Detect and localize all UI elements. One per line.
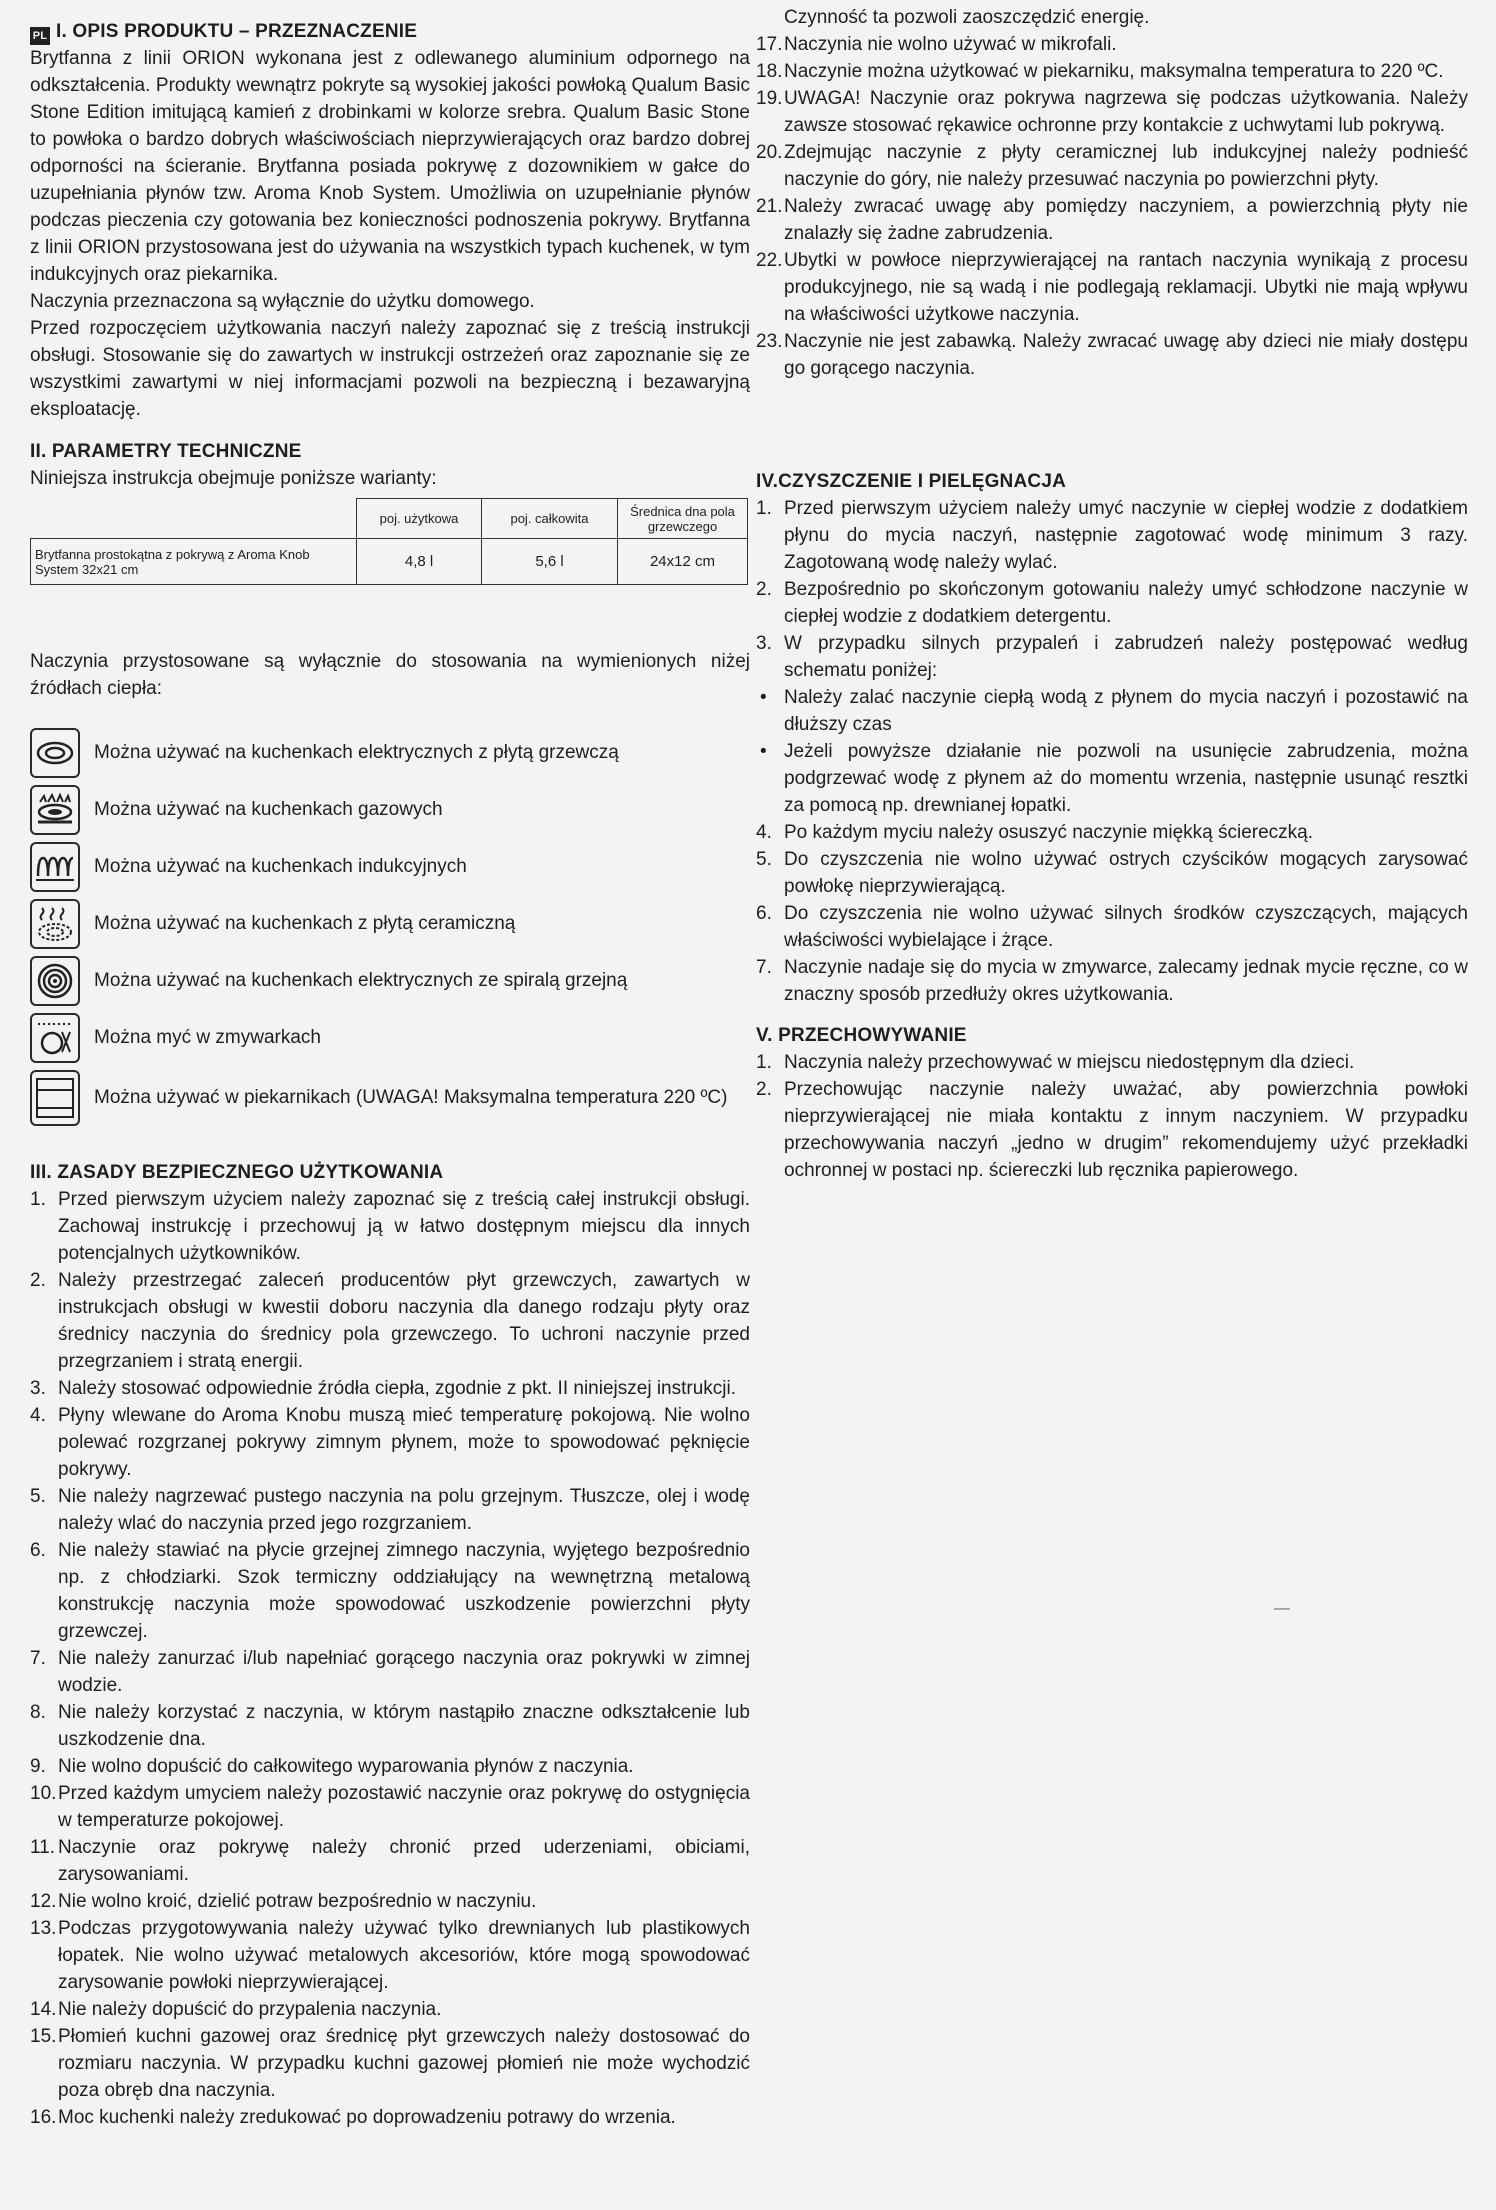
params-intro: Niniejsza instrukcja obejmuje poniższe warianty:: [30, 468, 437, 489]
list-item-text: Nie należy korzystać z naczynia, w którym nastąpiło znaczne odkształcenie lub uszkodzenie dna.: [58, 1702, 750, 1750]
list-item-number: 3.: [756, 633, 772, 654]
list-item-text: Naczynie nie jest zabawką. Należy zwracać uwagę aby dzieci nie miały dostępu go gorącego naczynia.: [784, 331, 1468, 379]
list-item-number: 20.: [756, 142, 783, 163]
heat-source-item: [30, 728, 619, 778]
list-item-text: Nie wolno kroić, dzielić potraw bezpośrednio w naczyniu.: [58, 1891, 537, 1912]
safety-list-continued: [756, 31, 1468, 382]
table-header-row: [31, 499, 748, 539]
list-item-text: Zdejmując naczynie z płyty ceramicznej lub indukcyjnej należy podnieść naczynie do góry, nie należy przesuwać naczynia po powierzchni płyty.: [784, 142, 1468, 190]
heat-source-item: [30, 1070, 734, 1126]
section-safety: [30, 1159, 750, 2131]
list-item-text: Naczynie nadaje się do mycia w zmywarce, zalecamy jednak mycie ręczne, co w znaczny sposób przedłuży okres użytkowania.: [784, 957, 1468, 1005]
list-item-number: 21.: [756, 196, 783, 217]
list-item-text: Bezpośrednio po skończonym gotowaniu należy umyć schłodzone naczynie w ciepłej wodzie z dodatkiem detergentu.: [784, 579, 1468, 627]
section-storage: [756, 1022, 1468, 1184]
list-item: [756, 139, 1468, 193]
list-item-text: Przechowując naczynie należy uważać, aby powierzchnia powłoki nieprzywierającej nie miała kontaktu z innym naczyniem. W przypadku przechowywania naczyń „jedno w drugim” rekomendujemy użyć przekładki ochronnej w postaci np. ściereczki lub ręcznika papierowego.: [784, 1079, 1468, 1181]
list-item-text: Należy zwracać uwagę aby pomiędzy naczyniem, a powierzchnią płyty nie znalazły się żadne zabrudzenia.: [784, 196, 1468, 244]
bullet-item: • Należy zalać naczynie ciepłą wodą z płynem do mycia naczyń i pozostawić na dłuższy czas: [756, 684, 1468, 738]
bullet-item: • Jeżeli powyższe działanie nie pozwoli na usunięcie zabrudzenia, można podgrzewać wodę z płynem aż do momentu wrzenia, następnie usunąć resztki za pomocą np. drewnianej łopatki.: [756, 738, 1468, 819]
list-item-number: 4.: [30, 1405, 46, 1426]
table-header: Średnica dna pola grzewczego: [618, 499, 748, 539]
list-item-text: UWAGA! Naczynie oraz pokrywa nagrzewa się podczas użytkowania. Należy zawsze stosować rękawice ochronne przy kontakcie z uchwytami lub pokrywą.: [784, 88, 1468, 136]
heat-sources-intro-block: [30, 648, 750, 702]
list-item-text: Nie należy nagrzewać pustego naczynia na polu grzejnym. Tłuszcze, olej i wodę należy wlać do naczynia przed jego rozgrzaniem.: [58, 1486, 750, 1534]
description-paragraph: Naczynia przeznaczona są wyłącznie do użytku domowego.: [30, 291, 535, 312]
heat-source-item: [30, 842, 467, 892]
list-item: [756, 1049, 1468, 1076]
list-item-text: Naczynie można użytkować w piekarniku, maksymalna temperatura to 220 ºC.: [784, 61, 1444, 82]
list-item: [756, 58, 1468, 85]
list-item-text: Naczynia należy przechowywać w miejscu niedostępnym dla dzieci.: [784, 1052, 1355, 1073]
list-item: [30, 1267, 750, 1375]
list-item-text: W przypadku silnych przypaleń i zabrudzeń należy postępować według schematu poniżej:: [784, 633, 1468, 681]
gas-burner-icon: [30, 785, 80, 835]
list-item: [30, 1537, 750, 1645]
electric-hotplate-icon: [30, 728, 80, 778]
heat-sources-intro: Naczynia przystosowane są wyłącznie do stosowania na wymienionych niżej źródłach ciepła:: [30, 651, 750, 699]
list-item-text: Nie wolno dopuścić do całkowitego wyparowania płynów z naczynia.: [58, 1756, 634, 1777]
list-item-number: 2.: [756, 579, 772, 600]
cleaning-bullets: [756, 684, 1468, 819]
list-item: [30, 1645, 750, 1699]
description-paragraph: Brytfanna z linii ORION wykonana jest z odlewanego aluminium odpornego na odkształcenia. Produkty wewnątrz pokryte są wysokiej jakości powłoką Qualum Basic Stone Edition imitującą kamień z drobinkami w kolorze srebra. Qualum Basic Stone to powłoka o bardzo dobrych właściwościach nieprzywierających oraz bardzo dobrej odporności na ścieranie. Brytfanna posiada pokrywę z dozownikiem w gałce do uzupełniania płynów tzw. Aroma Knob System. Umożliwia on uzupełnianie płynów podczas pieczenia czy gotowania bez konieczności podnoszenia pokrywy. Brytfanna z linii ORION przystosowana jest do używania na wszystkich typach kuchenek, w tym indukcyjnych oraz piekarnika.: [30, 48, 750, 285]
section-cleaning: [756, 468, 1468, 1008]
list-item-text: Do czyszczenia nie wolno używać ostrych czyścików mogących zarysować powłokę nieprzywierającą.: [784, 849, 1468, 897]
list-item-text: Naczynie oraz pokrywę należy chronić przed uderzeniami, obiciami, zarysowaniami.: [58, 1837, 750, 1885]
list-item: [756, 247, 1468, 328]
list-item-number: 13.: [30, 1918, 57, 1939]
heat-source-item: [30, 956, 627, 1006]
section-technical-params: [30, 438, 750, 492]
list-item-number: 2.: [30, 1270, 46, 1291]
list-item: [30, 1483, 750, 1537]
heat-source-label: Można używać na kuchenkach gazowych: [94, 799, 443, 820]
list-item-number: 7.: [30, 1648, 46, 1669]
ceramic-hob-icon: [30, 899, 80, 949]
induction-coil-icon: [30, 842, 80, 892]
list-item: [30, 1834, 750, 1888]
list-item: [30, 1699, 750, 1753]
list-item-number: 22.: [756, 250, 783, 271]
section-description: [30, 18, 750, 423]
list-item: [30, 1402, 750, 1483]
cleaning-list: [756, 495, 1468, 684]
list-item-number: 19.: [756, 88, 783, 109]
list-item: [756, 900, 1468, 954]
language-flag-icon: PL: [30, 27, 50, 45]
table-cell: 24x12 cm: [618, 539, 748, 585]
list-item-text: Nie należy stawiać na płycie grzejnej zimnego naczynia, wyjętego bezpośrednio np. z chłodziarki. Szok termiczny oddziałujący na wewnętrzną metalową konstrukcję naczynia może spowodować uszkodzenie powierzchni płyty grzewczej.: [58, 1540, 750, 1642]
list-item-text: Przed każdym umyciem należy pozostawić naczynie oraz pokrywę do ostygnięcia w temperaturze pokojowej.: [58, 1783, 750, 1831]
description-paragraph: Przed rozpoczęciem użytkowania naczyń należy zapoznać się z treścią instrukcji obsługi. Stosowanie się do zawartych w instrukcji ostrzeżeń oraz zapoznanie się ze wszystkimi zawartymi w niej informacjami pozwoli na bezpieczną i bezawaryjną eksploatację.: [30, 318, 750, 420]
list-item-number: 16.: [30, 2107, 57, 2128]
list-item-text: Ubytki w powłoce nieprzywierającej na rantach naczynia wynikają z procesu produkcyjnego, nie są wadą i nie podlegają reklamacji. Ubytki nie mają wpływu na właściwości użytkowe naczynia.: [784, 250, 1468, 325]
list-item-text: Płyny wlewane do Aroma Knobu muszą mieć temperaturę pokojową. Nie wolno polewać rozgrzanej pokrywy zimnym płynem, może to spowodować pęknięcie pokrywy.: [58, 1405, 750, 1480]
list-item-number: 6.: [30, 1540, 46, 1561]
list-item-number: 9.: [30, 1756, 46, 1777]
list-item: [756, 630, 1468, 684]
params-table: [30, 498, 748, 585]
list-item-number: 14.: [30, 1999, 57, 2020]
list-item-number: 4.: [756, 822, 772, 843]
list-item: [30, 1375, 750, 1402]
list-item-text: Do czyszczenia nie wolno używać silnych środków czyszczących, mających właściwości wybielające i żrące.: [784, 903, 1468, 951]
heat-source-item: [30, 785, 443, 835]
table-cell: 4,8 l: [357, 539, 482, 585]
heat-source-label: Można używać na kuchenkach indukcyjnych: [94, 856, 467, 877]
list-item-text: Naczynia nie wolno używać w mikrofali.: [784, 34, 1117, 55]
safety-continuation: [756, 4, 1468, 382]
electric-spiral-icon: [30, 956, 80, 1006]
oven-icon: [30, 1070, 80, 1126]
list-item-text: Przed pierwszym użyciem należy zapoznać się z treścią całej instrukcji obsługi. Zachowaj instrukcję i przechowuj ją w łatwo dostępnym miejscu dla innych potencjalnych użytkowników.: [58, 1189, 750, 1264]
list-item-number: 1.: [30, 1189, 46, 1210]
list-item: [30, 1915, 750, 1996]
list-item: [756, 193, 1468, 247]
section-title: III. ZASADY BEZPIECZNEGO UŻYTKOWANIA: [30, 1162, 444, 1183]
section-title: V. PRZECHOWYWANIE: [756, 1025, 967, 1046]
heat-source-item: [30, 1013, 321, 1063]
list-item: [756, 954, 1468, 1008]
list-item-number: 7.: [756, 957, 772, 978]
table-row-label: Brytfanna prostokątna z pokrywą z Aroma Knob System 32x21 cm: [31, 539, 357, 585]
list-item-number: 8.: [30, 1702, 46, 1723]
table-corner: [31, 499, 357, 539]
section-title: [30, 18, 750, 45]
heat-source-label: Można używać na kuchenkach elektrycznych z płytą grzewczą: [94, 742, 619, 763]
list-item-number: 17.: [756, 34, 783, 55]
table-cell: 5,6 l: [482, 539, 618, 585]
list-item-text: Przed pierwszym użyciem należy umyć naczynie w ciepłej wodzie z dodatkiem płynu do mycia naczyń, następnie zagotować wodę minimum 3 razy. Zagotowaną wodę należy wylać.: [784, 498, 1468, 573]
list-item-text: Płomień kuchni gazowej oraz średnicę płyt grzewczych należy dostosować do rozmiaru naczynia. W przypadku kuchni gazowej płomień nie może wychodzić poza obręb dna naczynia.: [58, 2026, 750, 2101]
table-header: poj. całkowita: [482, 499, 618, 539]
list-item: [756, 31, 1468, 58]
heat-source-label: Można myć w zmywarkach: [94, 1027, 321, 1048]
list-item-number: 5.: [30, 1486, 46, 1507]
list-item: [756, 1076, 1468, 1184]
list-item: [30, 1888, 750, 1915]
list-item: [756, 495, 1468, 576]
list-item-text: Nie należy dopuścić do przypalenia naczynia.: [58, 1999, 442, 2020]
list-item-number: 23.: [756, 331, 783, 352]
section-title-text: I. OPIS PRODUKTU – PRZEZNACZENIE: [56, 21, 418, 42]
list-item-text: Moc kuchenki należy zredukować po doprowadzeniu potrawy do wrzenia.: [58, 2107, 676, 2128]
list-item-number: 12.: [30, 1891, 57, 1912]
list-item: [30, 1996, 750, 2023]
section-title: II. PARAMETRY TECHNICZNE: [30, 441, 302, 462]
heat-source-label: Można używać w piekarnikach (UWAGA! Maksymalna temperatura 220 ºC): [94, 1087, 728, 1108]
page-mark: —: [1274, 1600, 1290, 1617]
heat-source-item: [30, 899, 515, 949]
list-item: [30, 1780, 750, 1834]
list-item-number: 1.: [756, 1052, 772, 1073]
table-row: [31, 539, 748, 585]
safety-list: [30, 1186, 750, 2131]
list-item: [30, 2023, 750, 2104]
list-item: [30, 1753, 750, 1780]
list-item-number: 1.: [756, 498, 772, 519]
list-item: [756, 85, 1468, 139]
list-item-number: 18.: [756, 61, 783, 82]
list-item-text: Po każdym myciu należy osuszyć naczynie miękką ściereczką.: [784, 822, 1314, 843]
list-item-text: Należy stosować odpowiednie źródła ciepła, zgodnie z pkt. II niniejszej instrukcji.: [58, 1378, 737, 1399]
list-item-number: 5.: [756, 849, 772, 870]
list-item-number: 10.: [30, 1783, 57, 1804]
list-item-number: 3.: [30, 1378, 46, 1399]
heat-source-label: Można używać na kuchenkach z płytą ceramiczną: [94, 913, 516, 934]
list-item-number: 15.: [30, 2026, 57, 2047]
table-header: poj. użytkowa: [357, 499, 482, 539]
heat-source-label: Można używać na kuchenkach elektrycznych ze spiralą grzejną: [94, 970, 628, 991]
cleaning-list-continued: [756, 819, 1468, 1008]
list-item: [756, 846, 1468, 900]
list-item-number: 6.: [756, 903, 772, 924]
list-item-number: 2.: [756, 1079, 772, 1100]
safety-continuation-text: Czynność ta pozwoli zaoszczędzić energię.: [784, 7, 1150, 28]
list-item: [30, 1186, 750, 1267]
list-item-text: Należy przestrzegać zaleceń producentów płyt grzewczych, zawartych w instrukcjach obsługi w kwestii doboru naczynia dla danego rodzaju płyty oraz średnicy naczynia do średnicy pola grzewczego. To uchroni naczynie przed przegrzaniem i stratą energii.: [58, 1270, 750, 1372]
section-title: IV.CZYSZCZENIE I PIELĘGNACJA: [756, 471, 1067, 492]
list-item: [756, 576, 1468, 630]
list-item-number: 11.: [30, 1837, 56, 1858]
list-item-text: Podczas przygotowywania należy używać tylko drewnianych lub plastikowych łopatek. Nie wolno używać metalowych akcesoriów, które mogą spowodować zarysowanie powłoki nieprzywierającej.: [58, 1918, 750, 1993]
dishwasher-icon: [30, 1013, 80, 1063]
list-item: [756, 819, 1468, 846]
list-item: [756, 328, 1468, 382]
list-item-text: Nie należy zanurzać i/lub napełniać gorącego naczynia oraz pokrywki w zimnej wodzie.: [58, 1648, 750, 1696]
list-item: [30, 2104, 750, 2131]
storage-list: [756, 1049, 1468, 1184]
